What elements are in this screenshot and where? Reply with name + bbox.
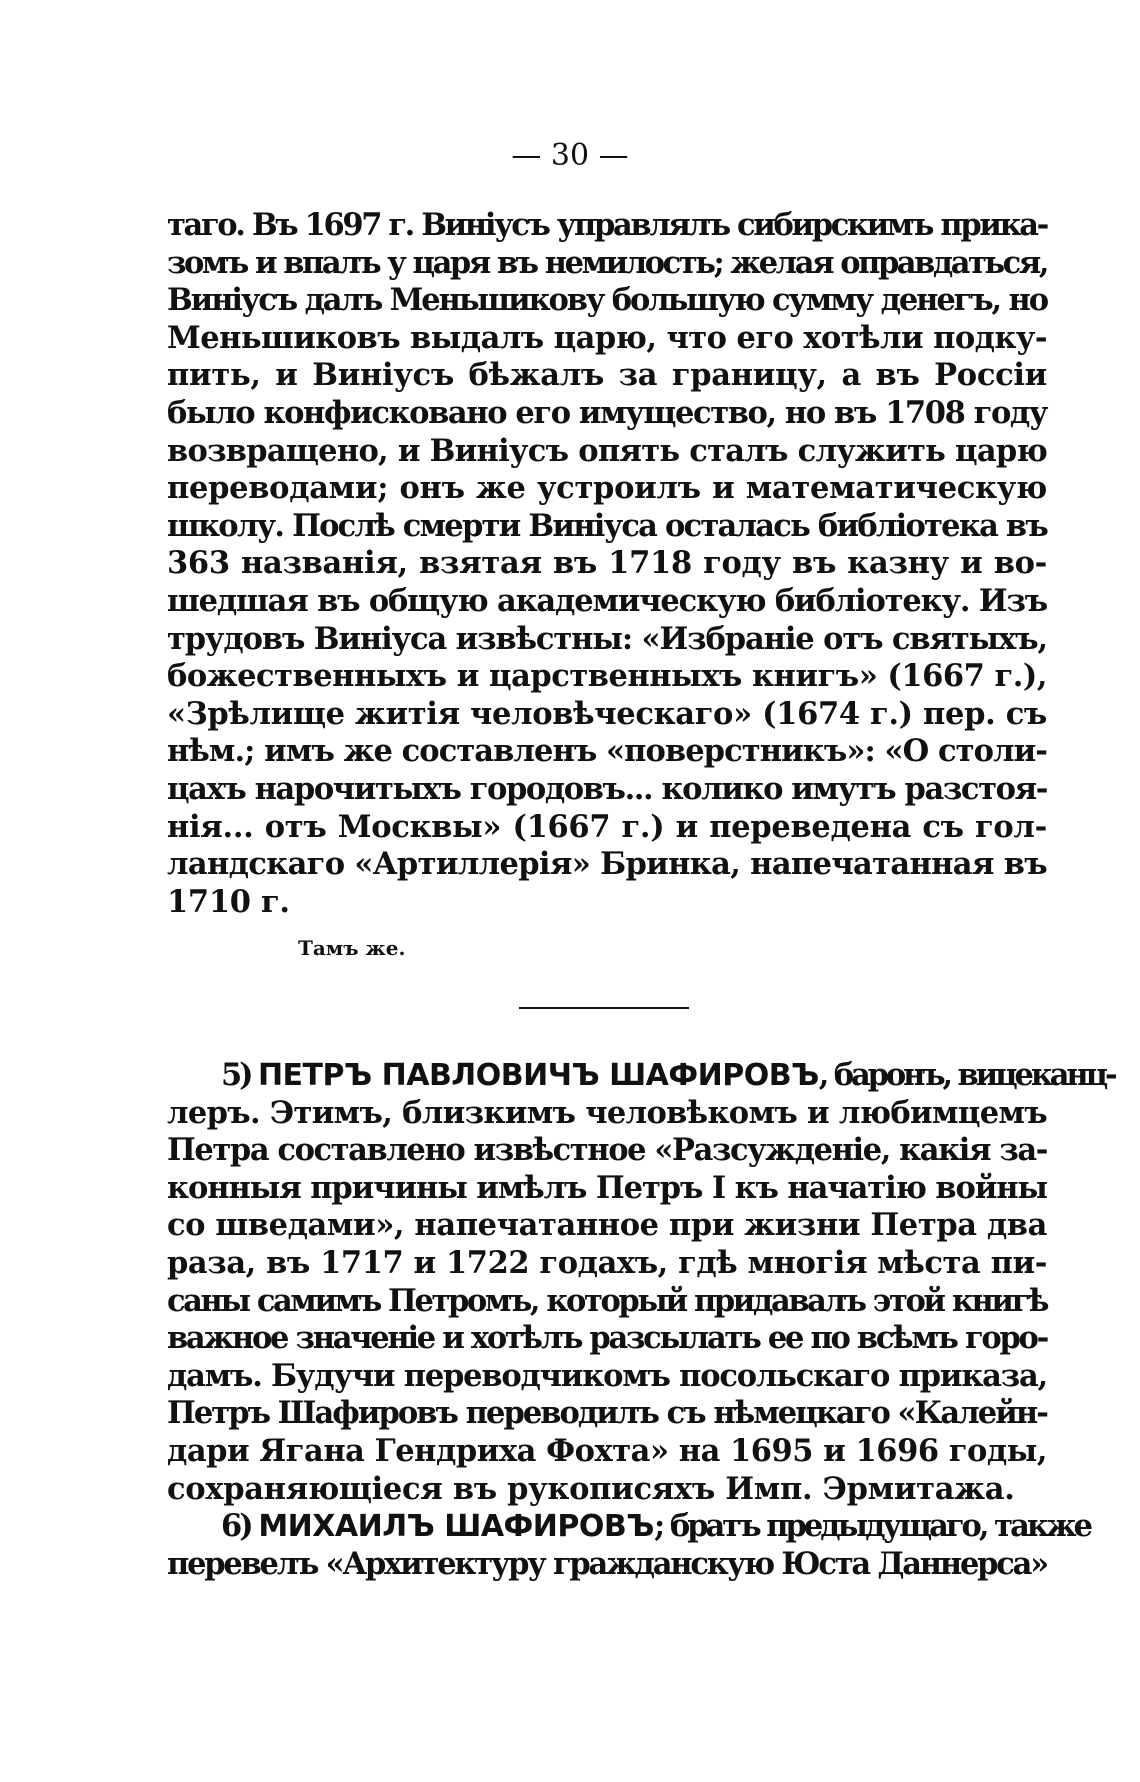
text-line: дамъ. Будучи переводчикомъ посольскаго приказа, [167, 1357, 1047, 1394]
text-line: нѣм.; имъ же составленъ «поверстникъ»: «О столи- [167, 733, 1047, 770]
entry-name: ПЕТРЪ ПАВЛОВИЧЪ ШАФИРОВЪ [257, 1058, 819, 1093]
entry-shafirov-petr [167, 1057, 1115, 1508]
text-line: пить, и Виніусъ бѣжалъ за границу, а въ Россіи [167, 357, 1047, 394]
text-line: было конфисковано его имущество, но въ 1708 году [167, 394, 1047, 431]
text-line: Виніусъ далъ Меньшикову большую сумму денегъ, но [167, 282, 1047, 319]
text-line: нія... отъ Москвы» (1667 г.) и переведена съ гол- [167, 808, 1047, 845]
text-line: цахъ нарочитыхъ городовъ... колико имутъ разстоя- [167, 770, 1047, 807]
text-line: трудовъ Виніуса извѣстны: «Избраніе отъ святыхъ, [167, 620, 1047, 657]
text-line: зомъ и впалъ у царя въ немилость; желая оправдаться, [167, 244, 1047, 281]
text-line: саны самимъ Петромъ, который придавалъ этой книгѣ [167, 1282, 1047, 1319]
text-line: ландскаго «Артиллерія» Бринка, напечатанная въ [167, 846, 1047, 883]
entry-heading-line [167, 1508, 1091, 1546]
entry-heading-line [167, 1057, 1115, 1095]
text-line: 1710 г. [167, 883, 290, 920]
entry-shafirov-mikhail [167, 1508, 1091, 1583]
text-line: леръ. Этимъ, близкимъ человѣкомъ и любимцемъ [167, 1094, 1047, 1131]
text-line: «Зрѣлище житія человѣческаго» (1674 г.) пер. съ [167, 695, 1047, 732]
text-line: раза, въ 1717 и 1722 годахъ, гдѣ многія мѣста пи- [167, 1244, 1047, 1281]
text-line: школу. Послѣ смерти Виніуса осталась библіотека въ [167, 507, 1047, 544]
entry-name: МИХАИЛЪ ШАФИРОВЪ [258, 1509, 654, 1545]
entry-number: 5) [221, 1057, 251, 1093]
text-line: со шведами», напечатанное при жизни Петра два [167, 1207, 1047, 1244]
entries-block [167, 1057, 1115, 1583]
section-divider [519, 1007, 689, 1009]
text-line: перевелъ «Архитектуру гражданскую Юста Даннерса» [167, 1545, 1047, 1582]
continued-paragraph [167, 207, 1047, 921]
text-line: 363 названія, взятая въ 1718 году въ казну и во- [167, 545, 1047, 582]
text-line: конныя причины имѣлъ Петръ I къ начатію войны [167, 1169, 1047, 1206]
text-line: шедшая въ общую академическую библіотеку. Изъ [167, 582, 1047, 619]
text-line: дари Ягана Гендриха Фохта» на 1695 и 1696 годы, [167, 1432, 1047, 1469]
text-line: возвращено, и Виніусъ опять сталъ служить царю [167, 432, 1047, 469]
entry-text: ; братъ предыдущаго, также [653, 1508, 1091, 1545]
text-line: божественныхъ и царственныхъ книгъ» (1667 г.), [167, 658, 1047, 695]
text-line: Петра составлено извѣстное «Разсужденіе, какія за- [167, 1132, 1047, 1169]
entry-title-suffix: , баронъ, вицеканц- [818, 1057, 1115, 1093]
text-line: важное значеніе и хотѣлъ разсылать ее по всѣмъ горо- [167, 1320, 1047, 1357]
page-number: — 30 — [511, 138, 629, 173]
text-line: Меньшиковъ выдалъ царю, что его хотѣли подку- [167, 319, 1047, 356]
text-line: сохраняющіеся въ рукописяхъ Имп. Эрмитажа. [167, 1470, 1015, 1507]
entry-number: 6) [221, 1508, 251, 1545]
text-line: Петръ Шафировъ переводилъ съ нѣмецкаго «Калейн- [167, 1395, 1047, 1432]
source-note: Тамъ же. [298, 936, 406, 960]
text-line: переводами; онъ же устроилъ и математическую [167, 470, 1047, 507]
text-line: таго. Въ 1697 г. Виніусъ управлялъ сибирскимъ прика- [167, 207, 1047, 243]
